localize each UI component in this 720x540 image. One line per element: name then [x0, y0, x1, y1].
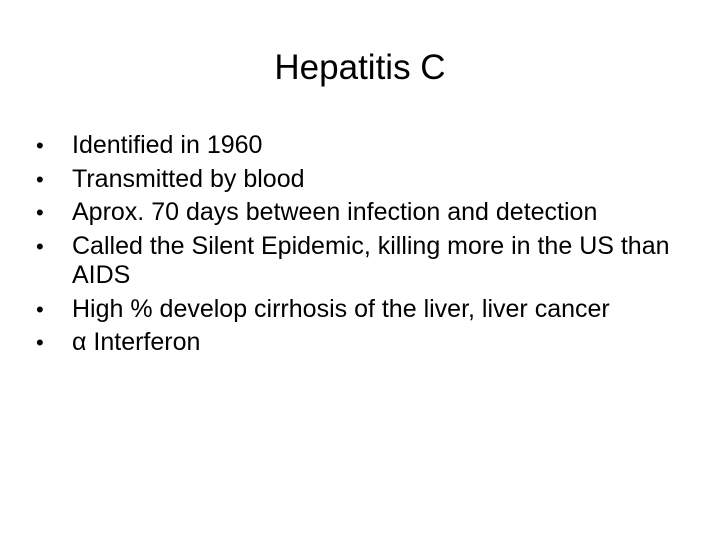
- slide-title: Hepatitis C: [274, 48, 446, 87]
- bullet-item: [36, 198, 676, 228]
- bullet-dot-icon: •: [36, 296, 44, 322]
- bullet-item: [36, 328, 676, 358]
- bullet-text: α Interferon: [72, 328, 201, 356]
- bullet-dot-icon: •: [36, 166, 44, 192]
- bullet-item: [36, 131, 676, 161]
- bullet-text: Transmitted by blood: [72, 164, 305, 193]
- bullet-dot-icon: •: [36, 200, 44, 225]
- bullet-dot-icon: •: [36, 233, 44, 259]
- bullet-item: [36, 232, 676, 291]
- bullet-text: Identified in 1960: [72, 131, 263, 159]
- bullet-text: Called the Silent Epidemic, killing more in the US than AIDS: [72, 231, 670, 289]
- bullet-item: [36, 295, 676, 325]
- bullet-dot-icon: •: [36, 330, 44, 355]
- bullet-list: [36, 131, 676, 362]
- bullet-item: [36, 165, 676, 195]
- bullet-text: High % develop cirrhosis of the liver, liver cancer: [72, 294, 610, 323]
- bullet-dot-icon: •: [36, 133, 44, 158]
- bullet-text: Aprox. 70 days between infection and detection: [72, 198, 598, 226]
